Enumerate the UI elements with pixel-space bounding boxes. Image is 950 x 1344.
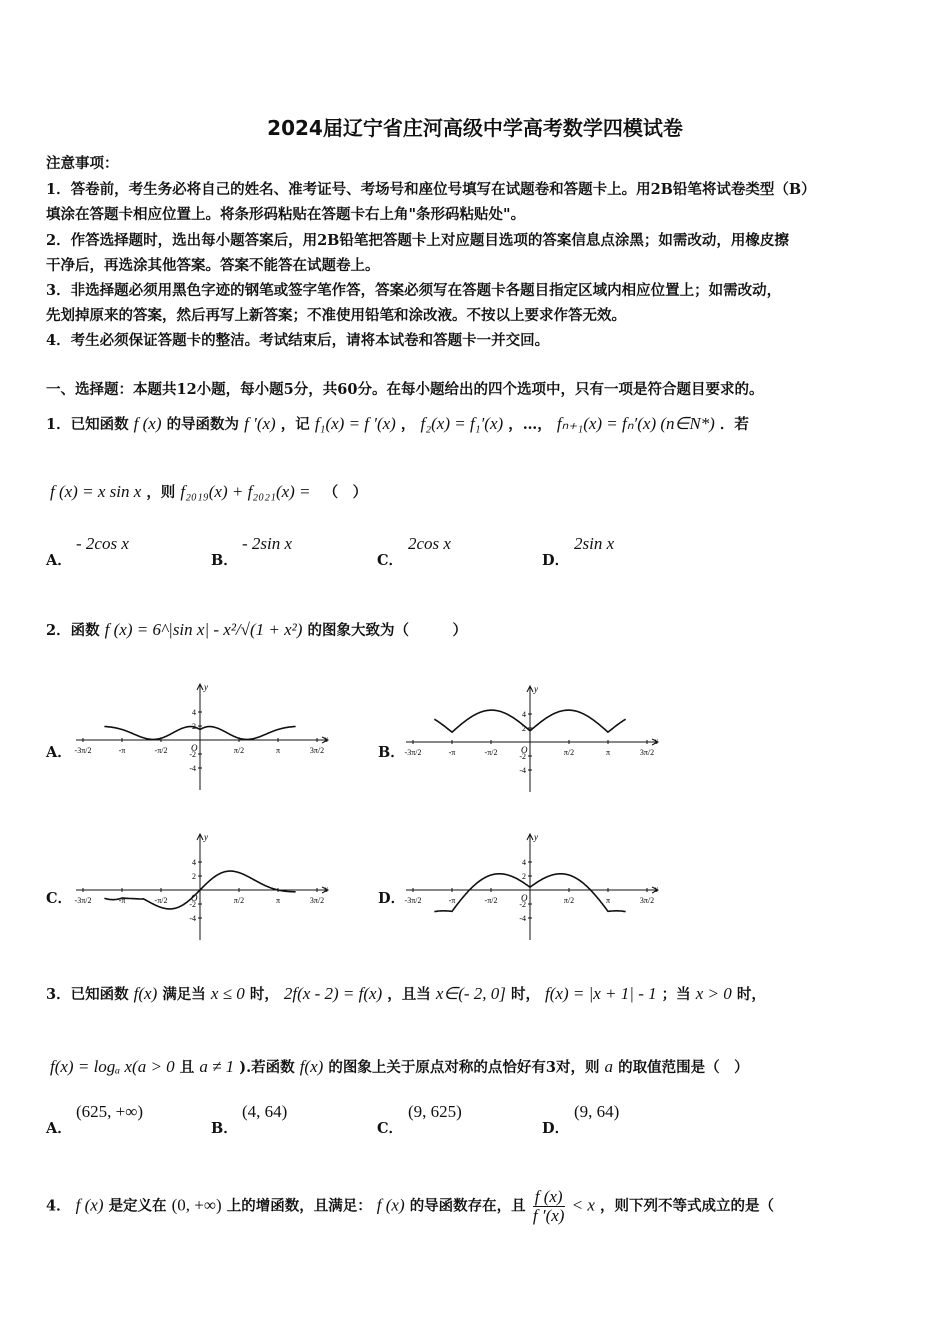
x-axis-label: x	[654, 736, 658, 746]
question-4-line	[46, 1188, 774, 1225]
x-tick-label: -π	[448, 748, 456, 757]
x-tick-label: 3π/2	[639, 896, 655, 905]
x-tick-label: -3π/2	[74, 746, 92, 755]
question-2-line	[46, 619, 467, 640]
q3-math: f(x) = logₐ x(a > 0	[50, 1057, 175, 1076]
q1-text: ，则	[146, 484, 176, 501]
y-axis-label: y	[534, 684, 538, 694]
q2-graph-d[interactable]	[402, 830, 662, 942]
y-tick-label: -4	[519, 766, 526, 775]
q1-math: f (x)	[133, 414, 162, 433]
q4-fraction	[533, 1188, 565, 1225]
q1-text: 1．已知函数	[46, 416, 129, 433]
q3-math: f(x) = |x + 1| - 1	[545, 984, 657, 1003]
x-tick-label: -π	[118, 746, 126, 755]
q3-math: 2f(x - 2) = f(x)	[283, 984, 383, 1003]
origin-label: O	[191, 743, 198, 753]
question-3-line-1	[46, 983, 766, 1004]
q1-option-a-value[interactable]: - 2cos x	[76, 534, 129, 553]
y-tick-label: 4	[522, 858, 526, 867]
q1-text: ，记	[280, 416, 310, 433]
y-tick-label: -4	[189, 764, 196, 773]
q3-option-b-letter[interactable]: B．	[211, 1120, 238, 1137]
x-tick-label: π	[605, 748, 611, 757]
y-tick-label: 2	[522, 724, 526, 733]
q3-text: 的取值范围是（ ）	[618, 1059, 749, 1076]
x-tick-label: -π/2	[484, 896, 498, 905]
q1-text: ，…，	[508, 416, 552, 433]
q3-text: 时，	[510, 986, 540, 1003]
q1-text: ．若	[719, 416, 749, 433]
x-tick-label: -3π/2	[404, 748, 422, 757]
x-tick-label: -π	[448, 896, 456, 905]
notice-line-7: 4．考生必须保证答题卡的整洁。考试结束后，请将本试卷和答题卡一并交回。	[46, 332, 550, 349]
q1-option-b-letter[interactable]: B．	[211, 552, 238, 569]
q1-text: ，	[400, 416, 416, 433]
x-tick-label: 3π/2	[309, 746, 325, 755]
q4-math: (0, +∞)	[171, 1195, 222, 1215]
x-tick-label: -3π/2	[74, 896, 92, 905]
q4-math: f (x)	[376, 1195, 405, 1215]
q3-math: f(x)	[133, 984, 158, 1003]
x-tick-label: -π	[118, 896, 126, 905]
q2-graph-c[interactable]	[72, 830, 332, 942]
q1-option-b-value[interactable]: - 2sin x	[242, 534, 293, 553]
q3-text: 的图象上关于原点对称的点恰好有3对，则	[328, 1059, 600, 1076]
notice-line-6: 先划掉原来的答案，然后再写上新答案；不准使用铅笔和涂改液。不按以上要求作答无效。	[46, 307, 626, 324]
y-tick-label: -2	[519, 900, 526, 909]
q1-math: f₂(x) = f₁′(x)	[420, 414, 504, 433]
x-tick-label: π/2	[233, 746, 245, 755]
q2-math: f (x) = 6^|sin x| - x²/√(1 + x²)	[104, 620, 303, 639]
q3-math: x ≤ 0	[210, 984, 245, 1003]
q3-text: 且	[179, 1059, 195, 1076]
q1-text: （ ）	[323, 484, 368, 501]
origin-label: O	[521, 893, 528, 903]
x-tick-label: π/2	[563, 748, 575, 757]
y-tick-label: -2	[519, 752, 526, 761]
q3-text: 时，	[249, 986, 279, 1003]
q4-text: 是定义在	[108, 1197, 167, 1215]
q1-math: fₙ₊₁(x) = fₙ′(x) (n∈N*)	[556, 414, 715, 433]
y-axis-label: y	[534, 832, 538, 842]
q3-math: x > 0	[695, 984, 732, 1003]
q4-text: 上的增函数，且满足：	[226, 1197, 372, 1215]
q2-option-c-letter[interactable]: C．	[46, 890, 73, 907]
q3-math: a	[604, 1057, 614, 1076]
q1-math: f₁(x) = f ′(x)	[314, 414, 396, 433]
q2-option-b-letter[interactable]: B．	[378, 744, 405, 761]
x-tick-label: π/2	[563, 896, 575, 905]
section-heading: 一、选择题：本题共12小题，每小题5分，共60分。在每小题给出的四个选项中，只有一项是符合题目要求的。	[46, 381, 764, 398]
x-axis-label: x	[324, 884, 328, 894]
q4-text: 4．	[46, 1197, 71, 1215]
q3-option-a-value[interactable]: (625, +∞)	[76, 1102, 144, 1121]
y-tick-label: 4	[192, 708, 196, 717]
q4-fraction-numerator: f (x)	[534, 1187, 563, 1206]
notice-line-1: 1．答卷前，考生务必将自己的姓名、准考证号、考场号和座位号填写在试题卷和答题卡上。用2B铅笔将试卷类型（B）	[46, 181, 816, 198]
q1-option-a-letter[interactable]: A．	[46, 552, 72, 569]
x-tick-label: π	[275, 746, 281, 755]
y-tick-label: 2	[192, 872, 196, 881]
q1-text: 的导函数为	[166, 416, 240, 433]
q2-text: 的图象大致为（ ）	[307, 622, 467, 639]
q3-option-c-value[interactable]: (9, 625)	[408, 1102, 462, 1121]
y-tick-label: -2	[189, 900, 196, 909]
origin-label: O	[521, 745, 528, 755]
page-title: 2024届辽宁省庄河高级中学高考数学四模试卷	[267, 116, 683, 140]
q4-text: 的导函数存在，且	[409, 1197, 526, 1215]
q3-text: 时，	[736, 986, 766, 1003]
y-tick-label: 4	[522, 710, 526, 719]
q3-option-b-value[interactable]: (4, 64)	[242, 1102, 288, 1121]
notice-line-3: 2．作答选择题时，选出每小题答案后，用2B铅笔把答题卡上对应题目选项的答案信息点涂黑；如需改动，用橡皮擦	[46, 232, 789, 249]
q3-math: f(x)	[299, 1057, 324, 1076]
y-tick-label: 4	[192, 858, 196, 867]
notice-heading: 注意事项：	[46, 155, 119, 172]
q1-math: f₂₀₁₉(x) + f₂₀₂₁(x) =	[180, 482, 311, 501]
q4-math: f (x)	[75, 1195, 104, 1215]
y-axis-label: y	[204, 832, 208, 842]
q2-option-d-letter[interactable]: D．	[378, 890, 406, 907]
question-3-line-2	[50, 1056, 749, 1077]
q1-option-d-letter[interactable]: D．	[542, 552, 570, 569]
x-tick-label: π	[275, 896, 281, 905]
q3-math: a ≠ 1	[199, 1057, 235, 1076]
x-tick-label: -π/2	[484, 748, 498, 757]
y-tick-label: -4	[519, 914, 526, 923]
question-1-line-1	[46, 413, 749, 434]
q1-math: f (x) = x sin x	[50, 482, 142, 501]
q4-math: < x	[571, 1195, 595, 1215]
x-tick-label: 3π/2	[309, 896, 325, 905]
q3-text: ).若函数	[239, 1059, 295, 1076]
notice-line-5: 3．非选择题必须用黑色字迹的钢笔或签字笔作答，答案必须写在答题卡各题目指定区域内相应位置上；如需改动，	[46, 282, 782, 299]
q3-text: ；当	[661, 986, 691, 1003]
x-tick-label: π/2	[233, 896, 245, 905]
question-1-line-2	[50, 481, 367, 502]
q2-text: 2．函数	[46, 622, 100, 639]
y-axis-label: y	[204, 682, 208, 692]
q3-text: ，且当	[387, 986, 431, 1003]
q3-text: 满足当	[162, 986, 206, 1003]
q3-option-d-value[interactable]: (9, 64)	[574, 1102, 620, 1121]
y-tick-label: -2	[189, 750, 196, 759]
q1-math: f ′(x)	[244, 414, 276, 433]
notice-line-2: 填涂在答题卡相应位置上。将条形码粘贴在答题卡右上角"条形码粘贴处"。	[46, 206, 526, 223]
x-tick-label: -π/2	[154, 896, 168, 905]
y-tick-label: 2	[192, 722, 196, 731]
x-tick-label: 3π/2	[639, 748, 655, 757]
q3-math: x∈(- 2, 0]	[435, 984, 506, 1003]
q1-option-c-letter[interactable]: C．	[377, 552, 404, 569]
q2-option-a-letter[interactable]: A．	[46, 744, 72, 761]
q3-text: 3．已知函数	[46, 986, 129, 1003]
origin-label: O	[191, 893, 198, 903]
y-tick-label: 2	[522, 872, 526, 881]
notice-line-4: 干净后，再选涂其他答案。答案不能答在试题卷上。	[46, 257, 380, 274]
q3-option-c-letter[interactable]: C．	[377, 1120, 404, 1137]
q3-option-d-letter[interactable]: D．	[542, 1120, 570, 1137]
q4-fraction-denominator: f ′(x)	[532, 1206, 565, 1225]
q2-graph-b[interactable]	[402, 682, 662, 794]
q2-graph-a[interactable]	[72, 680, 332, 792]
x-tick-label: π	[605, 896, 611, 905]
q1-option-c-value[interactable]: 2cos x	[408, 534, 451, 553]
x-tick-label: -π/2	[154, 746, 168, 755]
q1-option-d-value[interactable]: 2sin x	[574, 534, 615, 553]
y-tick-label: -4	[189, 914, 196, 923]
x-tick-label: -3π/2	[404, 896, 422, 905]
q4-text: ，则下列不等式成立的是（	[600, 1197, 774, 1215]
q3-option-a-letter[interactable]: A．	[46, 1120, 72, 1137]
x-axis-label: x	[324, 734, 328, 744]
x-axis-label: x	[654, 884, 658, 894]
